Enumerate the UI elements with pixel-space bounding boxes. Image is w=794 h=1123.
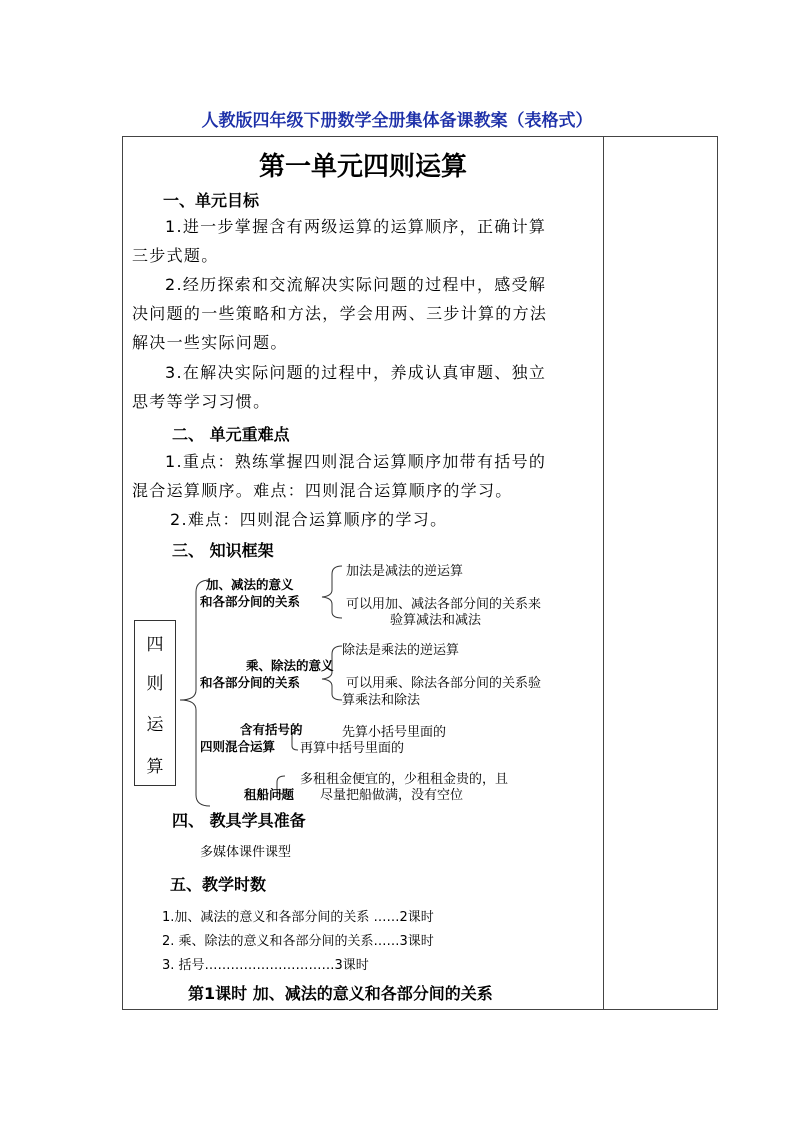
difficulty-2: 2.难点：四则混合运算顺序的学习。	[170, 510, 448, 529]
framework-root-char-1: 四	[146, 635, 164, 655]
branch-1-label-line-2: 和各部分间的关系	[200, 594, 301, 609]
branch-4-label: 租船问题	[244, 787, 295, 802]
difficulty-1-line-2: 混合运算顺序。难点：四则混合运算顺序的学习。	[132, 481, 513, 500]
difficulties-heading: 二、 单元重难点	[172, 425, 290, 444]
hours-row-3: 3. 括号…………………………3课时	[162, 958, 369, 973]
branch-1-leaf-2b: 验算减法和减法	[390, 613, 482, 628]
tools-item: 多媒体课件课型	[200, 845, 292, 860]
branch-2-leaf-2b: 算乘法和除法	[342, 693, 421, 708]
branch-1-leaf-2a: 可以用加、减法各部分间的关系来	[346, 597, 542, 612]
framework-heading: 三、 知识框架	[172, 541, 274, 560]
goal-1-line-2: 三步式题。	[132, 246, 219, 265]
unit-title: 第一单元四则运算	[258, 152, 467, 182]
branch-3-leaf-2: 再算中括号里面的	[300, 741, 405, 756]
branch-3-label-line-1: 含有括号的	[240, 722, 303, 737]
goal-2-line-2: 决问题的一些策略和方法，学会用两、三步计算的方法	[132, 304, 548, 323]
branch1-bracket	[322, 566, 342, 618]
goals-heading: 一、单元目标	[163, 191, 260, 210]
framework-root-char-2: 则	[146, 674, 164, 694]
goal-2-line-3: 解决一些实际问题。	[132, 333, 288, 352]
document-title: 人教版四年级下册数学全册集体备课教案（表格式）	[201, 111, 593, 131]
branch-4-leaf-2: 尽量把船做满，没有空位	[320, 788, 464, 803]
hours-heading: 五、教学时数	[170, 875, 267, 894]
framework-root-char-4: 算	[146, 757, 164, 777]
branch-2-leaf-2a: 可以用乘、除法各部分间的关系验	[346, 676, 542, 691]
branch-1-label-line-1: 加、减法的意义	[206, 577, 294, 592]
branch-1-leaf-1: 加法是减法的逆运算	[346, 564, 464, 579]
branch-3-leaf-1: 先算小括号里面的	[342, 725, 447, 740]
hours-row-2: 2. 乘、除法的意义和各部分间的关系……3课时	[162, 934, 434, 949]
framework-root-char-3: 运	[146, 715, 164, 735]
branch-2-leaf-1: 除法是乘法的逆运算	[342, 643, 460, 658]
branch-2-label-line-1: 乘、除法的意义	[246, 658, 334, 673]
branch-2-label-line-2: 和各部分间的关系	[200, 675, 301, 690]
tools-heading: 四、 教具学具准备	[172, 811, 306, 830]
difficulty-1-line-1: 1.重点：熟练掌握四则混合运算顺序加带有括号的	[165, 452, 547, 471]
goal-3-line-1: 3.在解决实际问题的过程中，养成认真审题、独立	[165, 363, 547, 382]
lesson-1-title: 第1课时 加、减法的意义和各部分间的关系	[188, 984, 493, 1003]
branch-3-label-line-2: 四则混合运算	[200, 739, 276, 754]
main-bracket	[180, 580, 210, 806]
goal-3-line-2: 思考等学习习惯。	[132, 392, 271, 411]
branch-4-leaf-1: 多租租金便宜的，少租租金贵的，且	[300, 772, 509, 787]
goal-2-line-1: 2.经历探索和交流解决实际问题的过程中，感受解	[165, 275, 547, 294]
hours-row-1: 1.加、减法的意义和各部分间的关系 ……2课时	[162, 910, 434, 925]
goal-1-line-1: 1.进一步掌握含有两级运算的运算顺序，正确计算	[165, 217, 547, 236]
